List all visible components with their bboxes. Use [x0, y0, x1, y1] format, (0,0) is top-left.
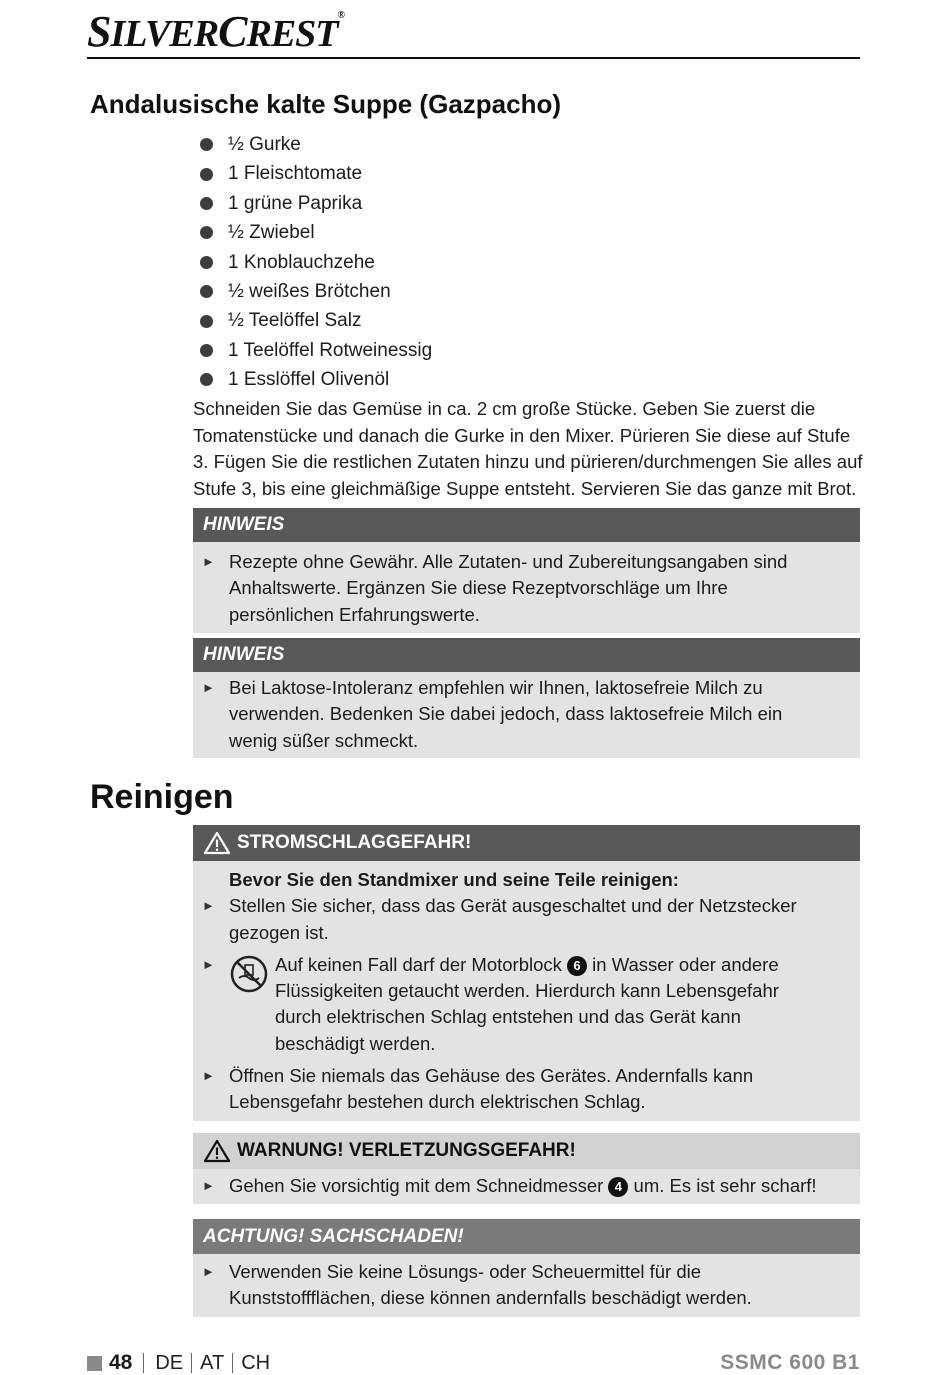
bullet-icon [200, 168, 213, 181]
list-item: 1 grüne Paprika [200, 189, 432, 218]
warning-heading: WARNUNG! VERLETZUNGSGEFAHR! [193, 1133, 860, 1169]
country-code: DE [155, 1351, 184, 1374]
warning-triangle-icon [203, 831, 231, 855]
square-icon [87, 1356, 102, 1371]
warning-item: ► Verwenden Sie keine Lösungs- oder Scheuermittel für die Kunststoffflächen, diese können andernfalls beschädigt werden. [202, 1261, 752, 1309]
list-item: 1 Knoblauchzehe [200, 248, 432, 277]
warning-item: ► Öffnen Sie niemals das Gehäuse des Gerätes. Andernfalls kann Lebensgefahr bestehen durch elektrischen Schlag. [202, 1065, 754, 1113]
list-item: 1 Esslöffel Olivenöl [200, 365, 432, 394]
triangle-right-icon: ► [202, 1264, 215, 1279]
bullet-icon [200, 138, 213, 151]
triangle-right-icon: ► [202, 898, 215, 914]
list-item: ½ weißes Brötchen [200, 277, 432, 306]
note-heading: HINWEIS [193, 508, 860, 542]
model-number: SSMC 600 B1 [720, 1351, 860, 1374]
page-footer [87, 1348, 860, 1375]
list-item: 1 Fleischtomate [200, 159, 432, 188]
warning-heading: STROMSCHLAGGEFAHR! [193, 825, 860, 861]
recipe-instructions: Schneiden Sie das Gemüse in ca. 2 cm große Stücke. Geben Sie zuerst die Tomatenstücke und danach die Gurke in den Mixer. Pürieren Sie diese auf Stufe 3. Fügen Sie die restlichen Zutaten hinzu und pürieren/durchmengen Sie alles auf Stufe 3, bis eine gleichmäßige Suppe entsteht. Servieren Sie das ganze mit Brot. [193, 398, 863, 499]
warning-triangle-icon [203, 1139, 231, 1163]
warning-heading: ACHTUNG! SACHSCHADEN! [193, 1219, 860, 1254]
no-immersion-icon [229, 954, 269, 994]
note-item: ► Rezepte ohne Gewähr. Alle Zutaten- und Zubereitungsangaben sind Anhaltswerte. Ergänzen Sie diese Rezeptvorschläge um Ihre persönlichen Erfahrungswerte. [202, 551, 788, 625]
bullet-icon [200, 315, 213, 328]
bullet-icon [200, 344, 213, 357]
country-code: AT [200, 1351, 225, 1374]
header-divider [87, 57, 860, 59]
section-heading: Reinigen [90, 778, 234, 816]
part-number-badge: 4 [608, 1177, 628, 1197]
divider [143, 1353, 144, 1373]
bullet-icon [200, 197, 213, 210]
bullet-icon [200, 373, 213, 386]
part-number-badge: 6 [567, 956, 587, 976]
list-item: ½ Teelöffel Salz [200, 306, 432, 335]
list-item: 1 Teelöffel Rotweinessig [200, 336, 432, 365]
ingredient-list [200, 130, 432, 395]
warning-lead: Bevor Sie den Standmixer und seine Teile reinigen: [229, 869, 679, 890]
triangle-right-icon: ► [202, 1068, 215, 1084]
bullet-icon [200, 256, 213, 269]
warning-item: ► Gehen Sie vorsichtig mit dem Schneidmesser 4 um. Es ist sehr scharf! [229, 1173, 824, 1199]
warning-box-damage [193, 1219, 860, 1317]
divider [232, 1353, 233, 1373]
note-box [193, 638, 860, 758]
recipe-title: Andalusische kalte Suppe (Gazpacho) [90, 89, 561, 119]
triangle-right-icon: ► [202, 1178, 215, 1193]
warning-item: ► Stellen Sie sicher, dass das Gerät ausgeschaltet und der Netzstecker gezogen ist. [202, 895, 797, 943]
bullet-icon [200, 226, 213, 239]
page-number: 48 [109, 1351, 133, 1374]
triangle-right-icon: ► [202, 956, 215, 972]
list-item: ½ Zwiebel [200, 218, 432, 247]
note-box [193, 508, 860, 633]
triangle-right-icon: ► [202, 680, 215, 695]
list-item: ½ Gurke [200, 130, 432, 159]
divider [191, 1353, 192, 1373]
warning-item: ► Auf keinen Fall darf der Motorblock 6 in Wasser oder andere Flüssigkeiten getaucht werden. Hierdurch kann Lebensgefahr durch elektrischen Schlag entstehen und das Gerät kann beschädigt werden. [202, 953, 779, 1054]
warning-box-shock [193, 825, 860, 1121]
note-heading: HINWEIS [193, 638, 860, 672]
triangle-right-icon: ► [202, 554, 215, 569]
country-code: CH [241, 1351, 271, 1374]
bullet-icon [200, 285, 213, 298]
warning-box-injury [193, 1133, 860, 1204]
brand-logo: SILVERCREST® [87, 7, 345, 56]
note-item: ► Bei Laktose-Intoleranz empfehlen wir Ihnen, laktosefreie Milch zu verwenden. Bedenken Sie dabei jedoch, dass laktosefreie Milch ein wenig süßer schmeckt. [202, 677, 783, 751]
